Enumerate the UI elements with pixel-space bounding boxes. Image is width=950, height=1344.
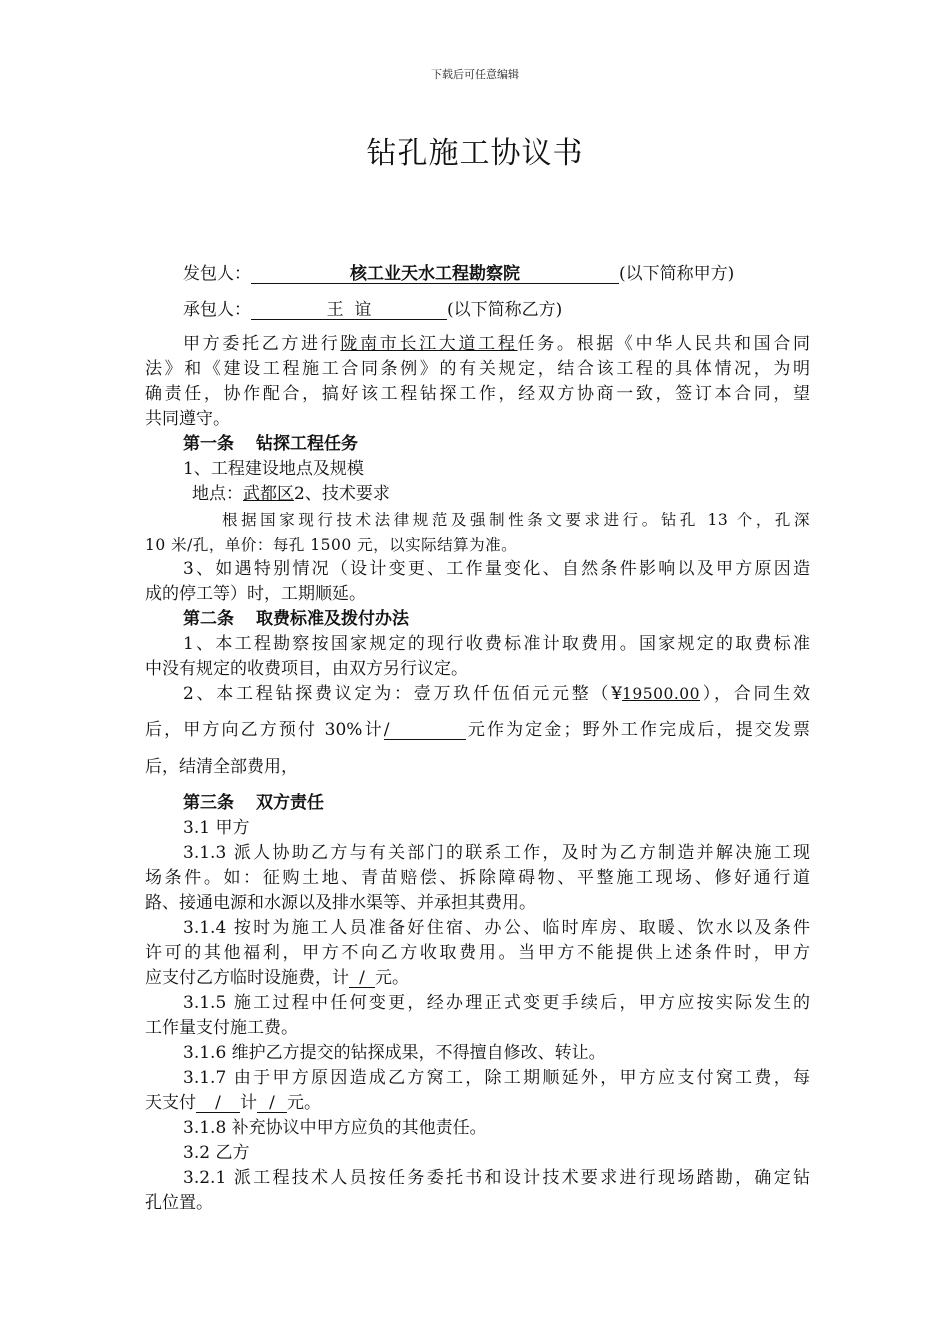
clause-text: 应支付乙方临时设施费，计	[145, 968, 349, 988]
art2-p2-line-3: 后，结清全部费用，	[145, 757, 298, 777]
art1-location-line	[192, 482, 857, 506]
fee-text: ），合同生效	[700, 684, 810, 704]
clause-3-2-1-line-1: 3.2.1 派工程技术人员按任务委托书和设计技术要求进行现场踏勘，确定钻	[183, 1168, 810, 1188]
clause-3-1-3-line-1: 3.1.3 派人协助乙方与有关部门的联系工作，及时为乙方制造并解决施工现	[183, 843, 810, 863]
clause-text: 天支付	[145, 1093, 196, 1113]
article-number: 第一条	[183, 434, 234, 454]
clause-3-1-8: 3.1.8 补充协议中甲方应负的其他责任。	[183, 1118, 487, 1138]
article-2-heading	[183, 607, 810, 631]
art1-requirement-line-2: 10 米/孔，单价：每孔 1500 元，以实际结算为准。	[145, 536, 518, 554]
contractor-name: 王 谊	[251, 301, 447, 320]
art1-item-1: 1、工程建设地点及规模	[183, 459, 364, 479]
clause-3-1-5-line-2: 工作量支付施工费。	[145, 1018, 298, 1038]
clause-3-2-1-line-2: 孔位置。	[145, 1193, 213, 1213]
article-number: 第三条	[183, 793, 234, 813]
intro-line-1	[183, 332, 810, 356]
header-note: 下载后可任意编辑	[431, 68, 519, 81]
contractor-line	[183, 298, 810, 322]
intro-text: 任务。根据《中华人民共和国合同	[517, 334, 811, 354]
idle-fee-amount-blank: /	[257, 1094, 287, 1113]
deposit-text: 后，甲方向乙方预付 30%计	[145, 720, 384, 740]
article-title: 钻探工程任务	[256, 434, 358, 454]
article-number: 第二条	[183, 609, 234, 629]
art1-requirement-line-1: 根据国家现行技术法律规范及强制性条文要求进行。钻孔 13 个，孔深	[222, 511, 810, 529]
article-title: 取费标准及拨付办法	[256, 609, 409, 629]
deposit-blank: /	[384, 721, 466, 740]
location-value: 武都区	[243, 484, 294, 504]
clause-3-1-4-line-3	[145, 966, 810, 990]
clause-text: 元。	[287, 1093, 321, 1113]
clause-3-1-3-line-2: 场条件。如：征购土地、青苗赔偿、拆除障碍物、平整施工现场、修好通行道	[145, 868, 810, 888]
article-1-heading	[183, 432, 810, 456]
art1-item-3-line-2: 成的停工等）时，工期顺延。	[145, 584, 366, 604]
clause-3-1-7-line-2	[145, 1091, 810, 1115]
section-3-1: 3.1 甲方	[183, 818, 250, 838]
article-3-heading	[183, 791, 810, 815]
idle-fee-day-blank: /	[196, 1094, 240, 1113]
clause-3-1-4-line-1: 3.1.4 按时为施工人员准备好住宿、办公、临时库房、取暖、饮水以及条件	[183, 918, 810, 938]
employer-name: 核工业天水工程勘察院	[251, 265, 619, 284]
contractor-label: 承包人：	[183, 300, 251, 320]
fee-text: 2、本工程钻探费议定为：壹万玖仟伍佰元元整（¥	[183, 684, 623, 704]
facility-fee-blank: /	[349, 969, 375, 988]
location-label: 地点：	[192, 484, 243, 504]
deposit-text: 元作为定金；野外工作完成后，提交发票	[465, 720, 810, 740]
contractor-suffix: (以下简称乙方)	[447, 300, 563, 320]
art2-p1-line-2: 中没有规定的收费项目，由双方另行议定。	[145, 659, 468, 679]
clause-3-1-3-line-3: 路、接通电源和水源以及排水渠等、并承担其费用。	[145, 893, 536, 913]
article-title: 双方责任	[256, 793, 324, 813]
intro-line-4: 共同遵守。	[145, 409, 230, 429]
clause-3-1-7-line-1: 3.1.7 由于甲方原因造成乙方窝工，除工期顺延外，甲方应支付窝工费，每	[183, 1068, 810, 1088]
employer-suffix: (以下简称甲方)	[619, 264, 735, 284]
clause-3-1-4-line-2: 许可的其他福利，甲方不向乙方收取费用。当甲方不能提供上述条件时，甲方	[145, 943, 810, 963]
fee-amount: 19500.00	[622, 685, 701, 703]
intro-line-3: 确责任，协作配合，搞好该工程钻探工作，经双方协商一致，签订本合同，望	[145, 384, 810, 404]
art2-p2-line-2	[145, 718, 810, 742]
employer-label: 发包人：	[183, 264, 251, 284]
art2-p1-line-1: 1、本工程勘察按国家规定的现行收费标准计取费用。国家规定的取费标准	[183, 634, 810, 654]
employer-line	[183, 262, 810, 286]
section-3-2: 3.2 乙方	[183, 1143, 250, 1163]
clause-text: 元。	[375, 968, 409, 988]
clause-3-1-6: 3.1.6 维护乙方提交的钻探成果，不得擅自修改、转让。	[183, 1043, 606, 1063]
intro-text: 甲方委托乙方进行	[183, 334, 341, 354]
art1-item-2: 2、技术要求	[294, 484, 390, 504]
document-title: 钻孔施工协议书	[366, 136, 584, 171]
clause-text: 计	[240, 1093, 257, 1113]
art2-p2-line-1	[183, 682, 810, 706]
intro-line-2: 法》和《建设工程施工合同条例》的有关规定，结合该工程的具体情况，为明	[145, 359, 810, 379]
art1-item-3-line-1: 3、如遇特别情况（设计变更、工作量变化、自然条件影响以及甲方原因造	[183, 559, 810, 579]
project-name: 陇南市长江大道工程	[340, 334, 518, 354]
clause-3-1-5-line-1: 3.1.5 施工过程中任何变更，经办理正式变更手续后，甲方应按实际发生的	[183, 993, 810, 1013]
